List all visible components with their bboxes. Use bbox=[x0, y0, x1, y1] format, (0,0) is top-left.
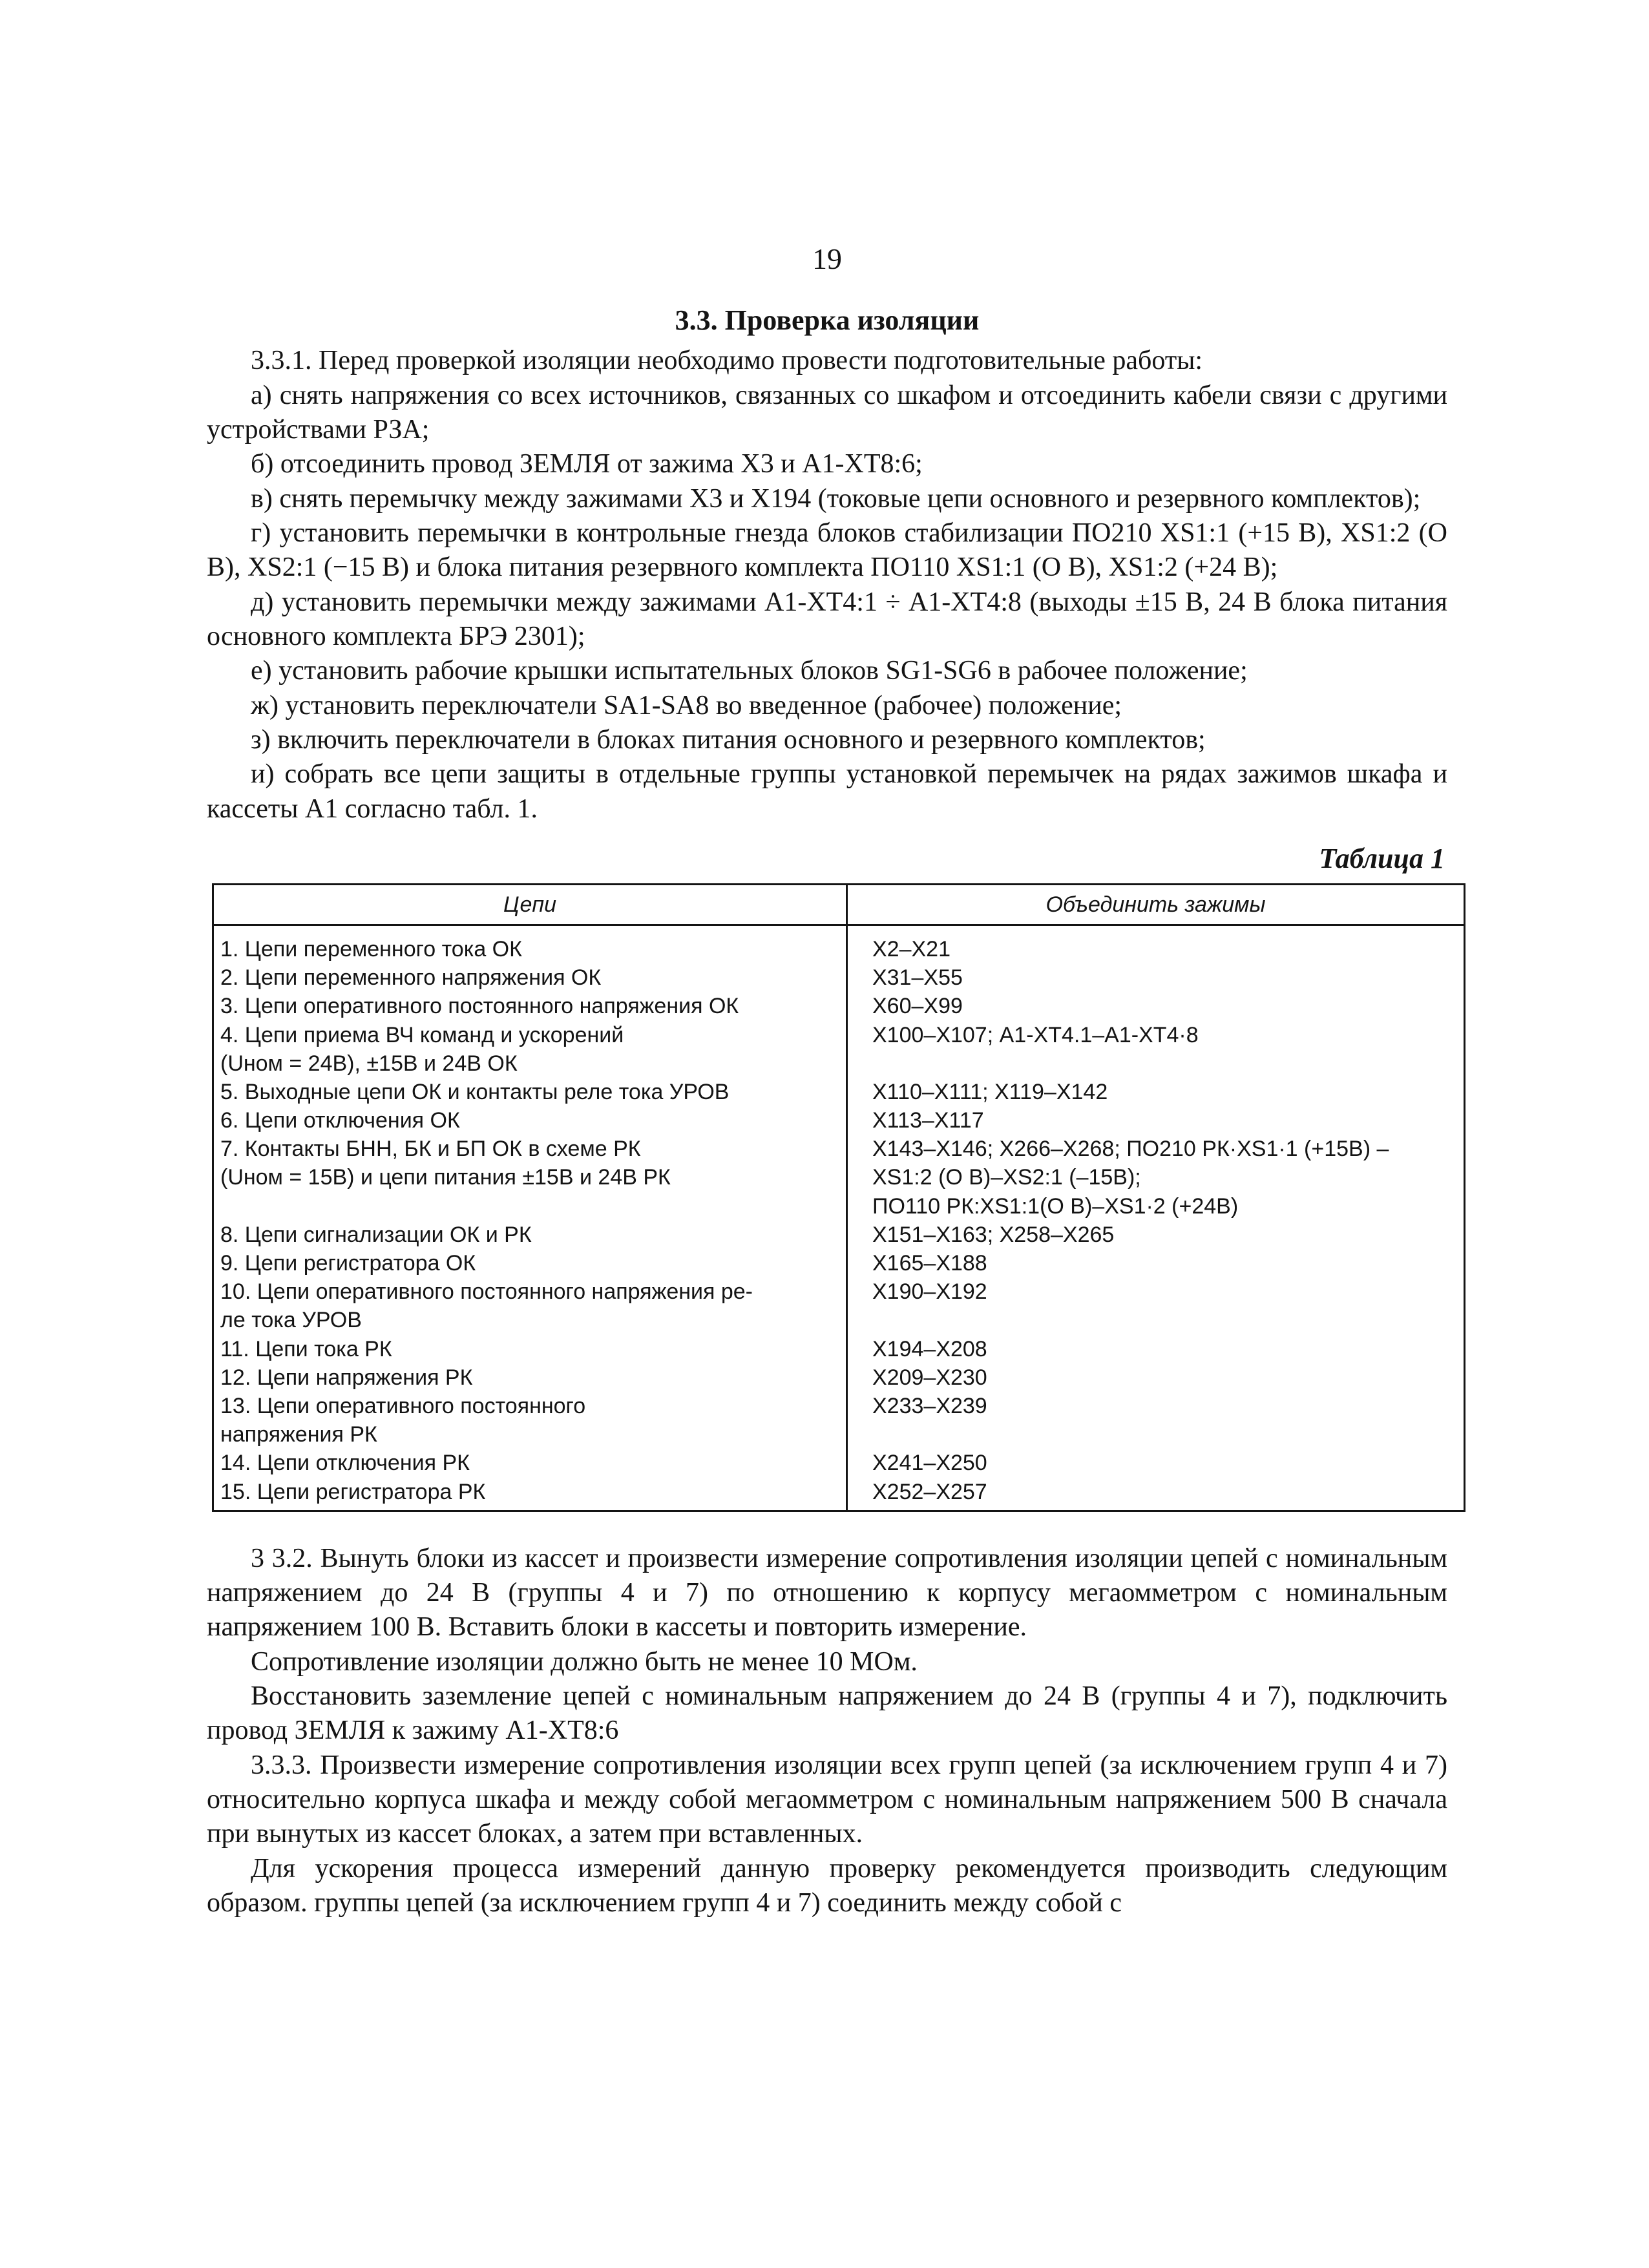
terminals-value: Х151–Х163; Х258–Х265 bbox=[872, 1222, 1115, 1247]
terminals-cell bbox=[847, 1249, 1465, 1277]
table-row bbox=[213, 1449, 1465, 1477]
circuit-name: 12. Цепи напряжения РК bbox=[220, 1365, 473, 1390]
circuit-cell bbox=[213, 925, 847, 963]
list-item-v: в) снять перемычку между зажимами Х3 и Х194 (токовые цепи основного и резервного комплектов); bbox=[251, 483, 1421, 514]
circuit-name: 1. Цепи переменного тока ОК bbox=[220, 936, 522, 961]
circuit-name: 7. Контакты БНН, БК и БП ОК в схеме РК (Uном = 15В) и цепи питания ±15В и 24В РК bbox=[220, 1137, 671, 1190]
list-item-e: е) установить рабочие крышки испытательных блоков SG1-SG6 в рабочее положение; bbox=[251, 656, 1248, 686]
list-item-zh: ж) установить переключатели SA1-SA8 во введенное (рабочее) положение; bbox=[251, 690, 1122, 720]
circuit-name: 9. Цепи регистратора ОК bbox=[220, 1251, 476, 1276]
table-row bbox=[213, 1335, 1465, 1363]
terminals-value: Х209–Х230 bbox=[872, 1365, 987, 1390]
terminals-cell bbox=[847, 1106, 1465, 1135]
circuit-cell bbox=[213, 1106, 847, 1135]
terminals-value: Х60–Х99 bbox=[872, 994, 963, 1019]
list-item-g: г) установить перемычки в контрольные гнезда блоков стабилизации ПО210 XS1:1 (+15 В), XS1:2 (О В), XS2:1 (−15 В) и блока питания резервного комплекта ПО110 XS1:1 (О В), XS1:2 (+24 В); bbox=[207, 518, 1447, 583]
terminals-value: Х165–Х188 bbox=[872, 1251, 987, 1276]
circuit-cell bbox=[213, 1277, 847, 1334]
list-item-i: и) собрать все цепи защиты в отдельные группы установкой перемычек на рядах зажимов шкафа и кассеты А1 согласно табл. 1. bbox=[207, 759, 1447, 824]
header-terminals: Объединить зажимы bbox=[847, 884, 1465, 925]
circuit-cell bbox=[213, 1135, 847, 1221]
paragraph-3-3-3: 3.3.3. Произвести измерение сопротивления изоляции всех групп цепей (за исключением групп 4 и 7) относительно корпуса шкафа и между собой мегаомметром с номинальным напряжением 500 В сначала при вынутых из кассет блоках, а затем при вставленных. bbox=[207, 1750, 1447, 1849]
list-item-b: б) отсоединить провод ЗЕМЛЯ от зажима Х3 и А1-ХТ8:6; bbox=[251, 449, 923, 479]
terminals-cell bbox=[847, 1221, 1465, 1249]
terminals-cell bbox=[847, 1021, 1465, 1078]
circuits-table bbox=[212, 883, 1465, 1512]
paragraph-restore-grounding: Восстановить заземление цепей с номинальным напряжением до 24 В (группы 4 и 7), подключить провод ЗЕМЛЯ к зажиму А1-ХТ8:6 bbox=[207, 1681, 1447, 1746]
terminals-cell bbox=[847, 1277, 1465, 1334]
list-item-d: д) установить перемычки между зажимами А1-ХТ4:1 ÷ А1-ХТ4:8 (выходы ±15 В, 24 В блока питания основного комплекта БРЭ 2301); bbox=[207, 587, 1447, 651]
paragraph-3-3-2: 3 3.2. Вынуть блоки из кассет и произвести измерение сопротивления изоляции цепей с номинальным напряжением до 24 В (группы 4 и 7) по отношению к корпусу мегаомметром с номинальным напряжением 100 В. Вставить блоки в кассеты и повторить измерение. bbox=[207, 1543, 1447, 1643]
circuit-name: 11. Цепи тока РК bbox=[220, 1336, 392, 1361]
terminals-cell bbox=[847, 1135, 1465, 1221]
table-header-row bbox=[213, 884, 1465, 925]
terminals-cell bbox=[847, 1478, 1465, 1511]
terminals-cell bbox=[847, 992, 1465, 1020]
table-row bbox=[213, 1277, 1465, 1334]
terminals-value: Х233–Х239 bbox=[872, 1393, 987, 1418]
terminals-value: Х31–Х55 bbox=[872, 965, 963, 991]
circuit-cell bbox=[213, 1335, 847, 1363]
terminals-cell bbox=[847, 1392, 1465, 1449]
circuit-cell bbox=[213, 1249, 847, 1277]
terminals-cell bbox=[847, 925, 1465, 963]
table-row bbox=[213, 1363, 1465, 1392]
circuit-cell bbox=[213, 1078, 847, 1106]
table-row bbox=[213, 1392, 1465, 1449]
terminals-value: Х252–Х257 bbox=[872, 1479, 987, 1504]
terminals-cell bbox=[847, 1449, 1465, 1477]
table-row bbox=[213, 992, 1465, 1020]
circuit-cell bbox=[213, 1021, 847, 1078]
paragraph-acceleration: Для ускорения процесса измерений данную проверку рекомендуется производить следующим образом. группы цепей (за исключением групп 4 и 7) соединить между собой с bbox=[207, 1853, 1447, 1918]
terminals-cell bbox=[847, 1078, 1465, 1106]
terminals-value: Х143–Х146; Х266–Х268; ПО210 РК·XS1·1 (+15В) – XS1:2 (О В)–XS2:1 (–15В); ПО110 РК:XS1:1(О В)–XS1·2 (+24В) bbox=[872, 1137, 1389, 1219]
header-circuits: Цепи bbox=[213, 884, 847, 925]
terminals-value: Х2–Х21 bbox=[872, 936, 951, 961]
terminals-value: Х241–Х250 bbox=[872, 1451, 987, 1476]
circuit-cell bbox=[213, 1392, 847, 1449]
page-number: 19 bbox=[812, 242, 842, 275]
circuit-name: 15. Цепи регистратора РК bbox=[220, 1479, 486, 1504]
circuit-name: 8. Цепи сигнализации ОК и РК bbox=[220, 1222, 532, 1247]
circuit-cell bbox=[213, 1478, 847, 1511]
table-body bbox=[213, 925, 1465, 1511]
table-caption: Таблица 1 bbox=[1319, 842, 1445, 874]
list-item-a: а) снять напряжения со всех источников, связанных со шкафом и отсоединить кабели связи с другими устройствами РЗА; bbox=[207, 380, 1447, 445]
terminals-cell bbox=[847, 1335, 1465, 1363]
terminals-value: Х194–Х208 bbox=[872, 1336, 987, 1361]
circuit-cell bbox=[213, 1221, 847, 1249]
terminals-value: Х113–Х117 bbox=[872, 1108, 984, 1133]
section-title: 3.3. Проверка изоляции bbox=[675, 304, 980, 337]
table-row bbox=[213, 1221, 1465, 1249]
circuit-name: 4. Цепи приема ВЧ команд и ускорений (Uном = 24В), ±15В и 24В ОК bbox=[220, 1022, 624, 1076]
terminals-value: Х110–Х111; Х119–Х142 bbox=[872, 1079, 1108, 1104]
intro-paragraph: 3.3.1. Перед проверкой изоляции необходимо провести подготовительные работы: bbox=[251, 346, 1203, 376]
terminals-cell bbox=[847, 1363, 1465, 1392]
table-row bbox=[213, 1078, 1465, 1106]
circuit-name: 3. Цепи оперативного постоянного напряжения ОК bbox=[220, 994, 739, 1019]
circuit-cell bbox=[213, 1449, 847, 1477]
table-row bbox=[213, 963, 1465, 992]
table-row bbox=[213, 1021, 1465, 1078]
circuit-cell bbox=[213, 992, 847, 1020]
table-row bbox=[213, 1478, 1465, 1511]
circuit-name: 14. Цепи отключения РК bbox=[220, 1451, 470, 1476]
circuit-cell bbox=[213, 1363, 847, 1392]
table-row bbox=[213, 925, 1465, 963]
page-content bbox=[207, 240, 1447, 1920]
circuit-name: 5. Выходные цепи ОК и контакты реле тока УРОВ bbox=[220, 1079, 730, 1104]
circuit-name: 10. Цепи оперативного постоянного напряжения ре- ле тока УРОВ bbox=[220, 1279, 753, 1333]
table-row bbox=[213, 1249, 1465, 1277]
circuit-name: 2. Цепи переменного напряжения ОК bbox=[220, 965, 602, 991]
table-row bbox=[213, 1106, 1465, 1135]
circuit-cell bbox=[213, 963, 847, 992]
table-row bbox=[213, 1135, 1465, 1221]
terminals-value: Х190–Х192 bbox=[872, 1279, 987, 1305]
circuit-name: 13. Цепи оперативного постоянного напряжения РК bbox=[220, 1393, 586, 1447]
circuit-name: 6. Цепи отключения ОК bbox=[220, 1108, 460, 1133]
terminals-cell bbox=[847, 963, 1465, 992]
list-item-z: з) включить переключатели в блоках питания основного и резервного комплектов; bbox=[251, 724, 1206, 755]
paragraph-resistance: Сопротивление изоляции должно быть не менее 10 МОм. bbox=[251, 1646, 918, 1677]
terminals-value: Х100–Х107; А1-ХТ4.1–А1-ХТ4·8 bbox=[872, 1022, 1199, 1047]
